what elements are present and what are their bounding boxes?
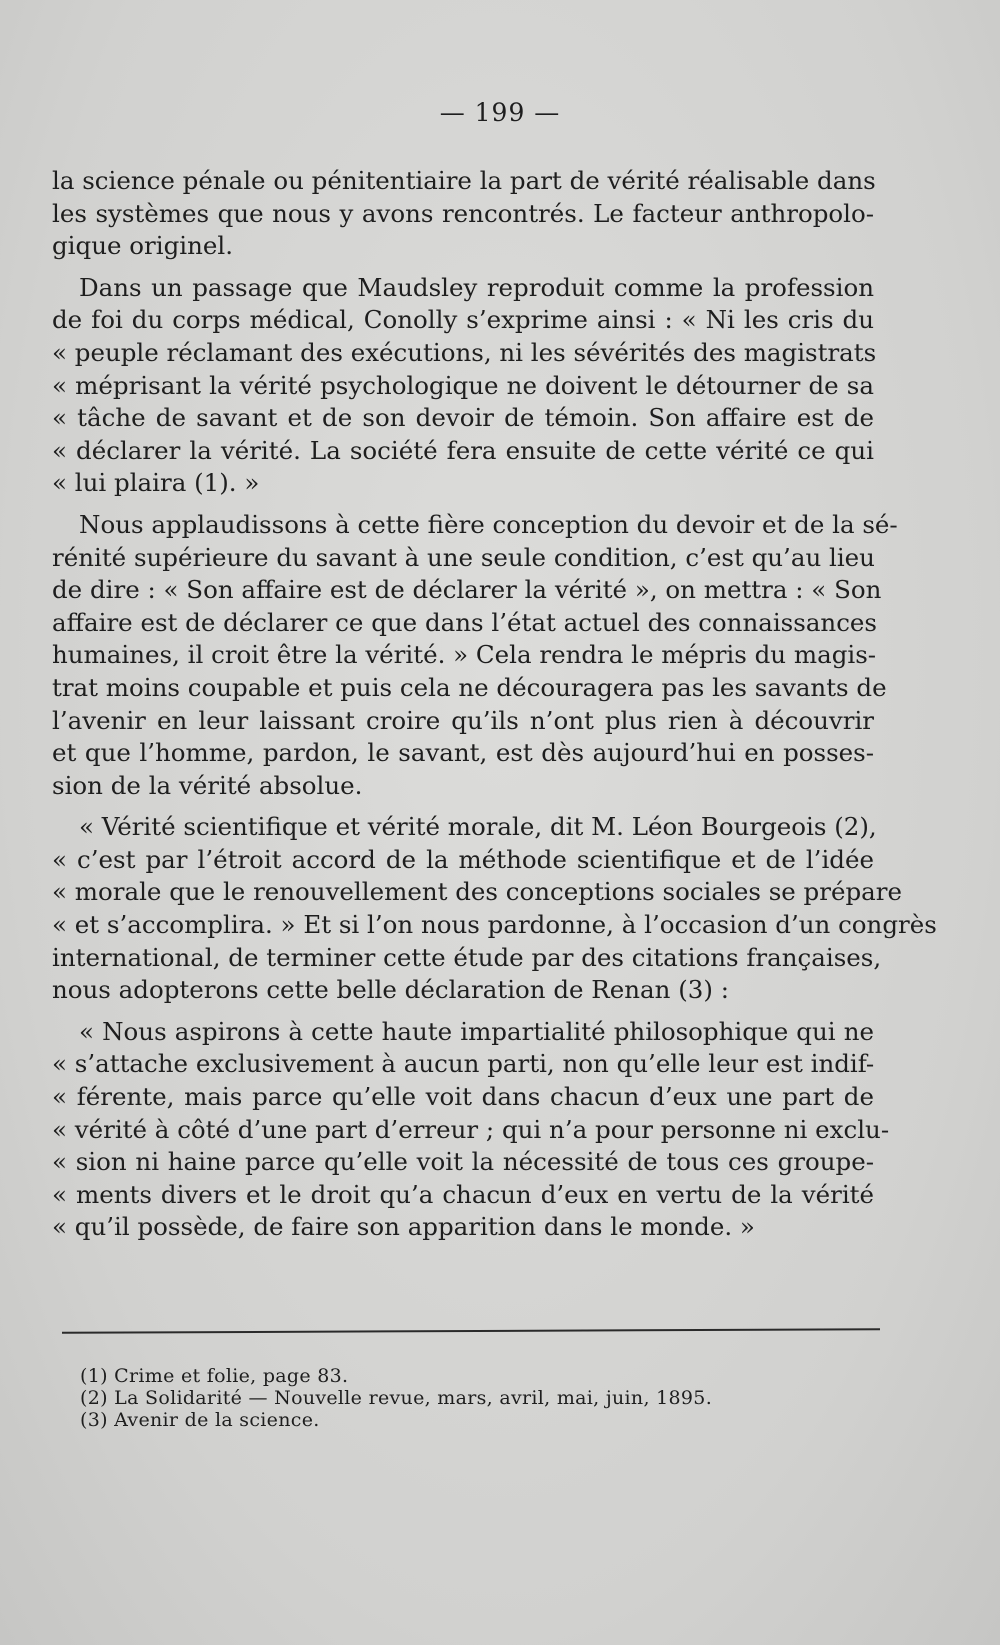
- footnote-divider: [62, 1328, 880, 1334]
- page-number: — 199 —: [439, 98, 561, 127]
- text-line: trat moins coupable et puis cela ne découragera pas les savants de: [52, 672, 887, 702]
- text-line: affaire est de déclarer ce que dans l’état actuel des connaissances: [52, 607, 877, 637]
- text-line: et que l’homme, pardon, le savant, est dès aujourd’hui en posses-: [52, 738, 874, 768]
- text-line: « morale que le renouvellement des conceptions sociales se prépare: [52, 877, 902, 907]
- body-text: [52, 165, 937, 1244]
- text-line: international, de terminer cette étude par des citations françaises,: [52, 942, 882, 972]
- text-line: l’avenir en leur laissant croire qu’ils n’ont plus rien à découvrir: [52, 705, 874, 735]
- text-line: « et s’accomplira. » Et si l’on nous pardonne, à l’occasion d’un congrès: [52, 910, 937, 940]
- text-line: « ments divers et le droit qu’a chacun d’eux en vertu de la vérité: [52, 1179, 874, 1209]
- footnotes: [80, 1365, 712, 1431]
- text-line: « peuple réclamant des exécutions, ni les sévérités des magistrats: [52, 337, 877, 367]
- text-line: la science pénale ou pénitentiaire la part de vérité réalisable dans: [52, 166, 876, 195]
- text-line: « déclarer la vérité. La société fera ensuite de cette vérité ce qui: [52, 435, 874, 465]
- text-line: « c’est par l’étroit accord de la méthode scientifique et de l’idée: [52, 844, 874, 874]
- footnote-1: (1) Crime et folie, page 83.: [80, 1365, 349, 1387]
- text-line: « vérité à côté d’une part d’erreur ; qui n’a pour personne ni exclu-: [52, 1114, 890, 1144]
- text-line: de dire : « Son affaire est de déclarer la vérité », on mettra : « Son: [52, 575, 882, 605]
- text-line: Dans un passage que Maudsley reproduit comme la profession: [79, 272, 874, 302]
- text-line: humaines, il croit être la vérité. » Cela rendra le mépris du magis-: [52, 640, 877, 670]
- text-line: gique originel.: [52, 231, 233, 261]
- text-line: « férente, mais parce qu’elle voit dans chacun d’eux une part de: [52, 1082, 874, 1112]
- text-line: de foi du corps médical, Conolly s’exprime ainsi : « Ni les cris du: [52, 305, 874, 335]
- text-line: « Vérité scientifique et vérité morale, dit M. Léon Bourgeois (2),: [79, 812, 877, 842]
- text-line: « sion ni haine parce qu’elle voit la nécessité de tous ces groupe-: [52, 1147, 874, 1177]
- text-line: « Nous aspirons à cette haute impartialité philosophique qui ne: [79, 1016, 874, 1046]
- text-line: « qu’il possède, de faire son apparition dans le monde. »: [52, 1212, 755, 1242]
- footnote-3: (3) Avenir de la science.: [80, 1409, 320, 1431]
- text-line: « tâche de savant et de son devoir de témoin. Son affaire est de: [52, 403, 874, 433]
- text-line: nous adopterons cette belle déclaration de Renan (3) :: [52, 975, 729, 1005]
- text-line: Nous applaudissons à cette fière conception du devoir et de la sé-: [79, 509, 898, 539]
- text-line: sion de la vérité absolue.: [52, 770, 363, 800]
- text-line: « méprisant la vérité psychologique ne doivent le détourner de sa: [52, 370, 874, 400]
- text-line: rénité supérieure du savant à une seule condition, c’est qu’au lieu: [52, 542, 875, 572]
- text-line: « lui plaira (1). »: [52, 468, 260, 498]
- text-line: « s’attache exclusivement à aucun parti, non qu’elle leur est indif-: [52, 1049, 875, 1079]
- footnote-2: (2) La Solidarité — Nouvelle revue, mars, avril, mai, juin, 1895.: [80, 1387, 713, 1409]
- text-line: les systèmes que nous y avons rencontrés. Le facteur anthropolo-: [52, 198, 874, 228]
